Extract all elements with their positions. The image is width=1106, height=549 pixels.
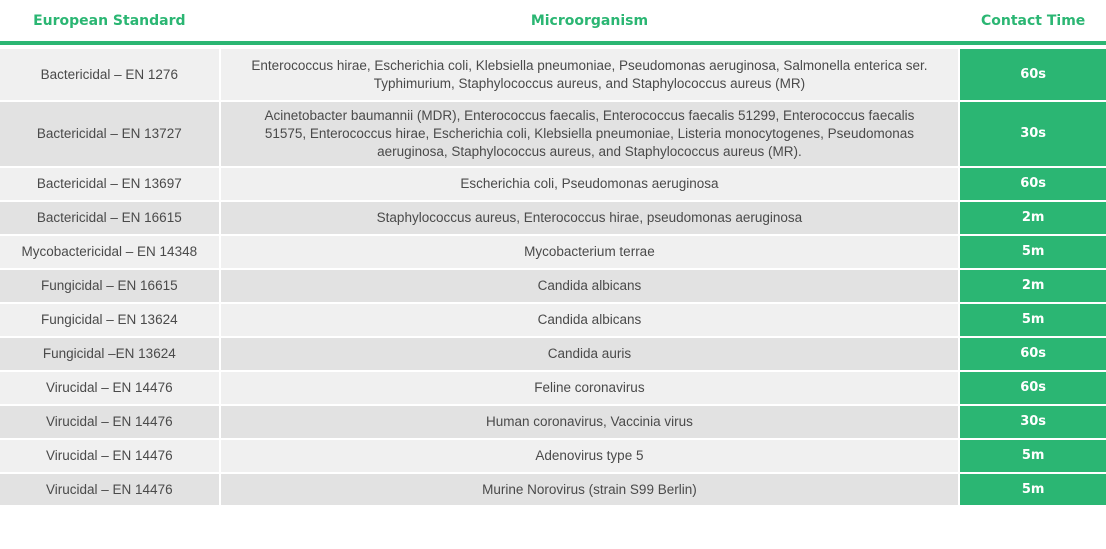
table-body [0,49,1106,505]
table-row [0,202,1106,234]
standard-cell: Fungicidal –EN 13624 [0,338,219,370]
table-header [0,0,1106,45]
standard-cell: Virucidal – EN 14476 [0,440,219,472]
microorganism-cell: Candida albicans [221,304,959,336]
contact-time-cell: 2m [960,202,1106,234]
contact-time-cell: 60s [960,168,1106,200]
standard-cell: Virucidal – EN 14476 [0,474,219,505]
contact-time-cell: 60s [960,372,1106,404]
contact-time-cell: 30s [960,406,1106,438]
microorganism-cell: Adenovirus type 5 [221,440,959,472]
header-microorganism: Microorganism [530,12,649,29]
microorganism-cell: Enterococcus hirae, Escherichia coli, Klebsiella pneumoniae, Pseudomonas aeruginosa, Salmonella enterica ser. Typhimurium, Staphylococcus aureus, and Staphylococcus aureus (MR) [221,49,959,100]
standard-cell: Fungicidal – EN 13624 [0,304,219,336]
header-contact-time: Contact Time [981,12,1086,29]
table-row [0,49,1106,100]
standard-cell: Fungicidal – EN 16615 [0,270,219,302]
table-row [0,304,1106,336]
standard-cell: Bactericidal – EN 16615 [0,202,219,234]
table-row [0,440,1106,472]
standard-cell: Bactericidal – EN 1276 [0,49,219,100]
microorganism-cell: Mycobacterium terrae [221,236,959,268]
contact-time-cell: 5m [960,440,1106,472]
table-row [0,236,1106,268]
standard-cell: Bactericidal – EN 13697 [0,168,219,200]
standard-cell: Mycobactericidal – EN 14348 [0,236,219,268]
table-row [0,102,1106,166]
standard-cell: Bactericidal – EN 13727 [0,102,219,166]
standard-cell: Virucidal – EN 14476 [0,372,219,404]
microorganism-cell: Escherichia coli, Pseudomonas aeruginosa [221,168,959,200]
contact-time-cell: 2m [960,270,1106,302]
header-european-standard: European Standard [33,12,186,29]
microorganism-cell: Candida auris [221,338,959,370]
contact-time-cell: 60s [960,49,1106,100]
table-row [0,338,1106,370]
table-row [0,270,1106,302]
contact-time-cell: 5m [960,474,1106,505]
standard-cell: Virucidal – EN 14476 [0,406,219,438]
table-row [0,474,1106,505]
table-row [0,406,1106,438]
contact-time-cell: 30s [960,102,1106,166]
microorganism-cell: Murine Norovirus (strain S99 Berlin) [221,474,959,505]
table-row [0,168,1106,200]
contact-time-cell: 5m [960,236,1106,268]
microorganism-cell: Feline coronavirus [221,372,959,404]
microorganism-cell: Human coronavirus, Vaccinia virus [221,406,959,438]
table-row [0,372,1106,404]
microorganism-cell: Candida albicans [221,270,959,302]
contact-time-cell: 5m [960,304,1106,336]
contact-time-cell: 60s [960,338,1106,370]
microorganism-cell: Acinetobacter baumannii (MDR), Enterococcus faecalis, Enterococcus faecalis 51299, Enterococcus faecalis 51575, Enterococcus hirae, Escherichia coli, Klebsiella pneumoniae, Listeria monocytogenes, Pseudomonas aeruginosa, Staphylococcus aureus, and Staphylococcus aureus (MR). [221,102,959,166]
microorganism-cell: Staphylococcus aureus, Enterococcus hirae, pseudomonas aeruginosa [221,202,959,234]
